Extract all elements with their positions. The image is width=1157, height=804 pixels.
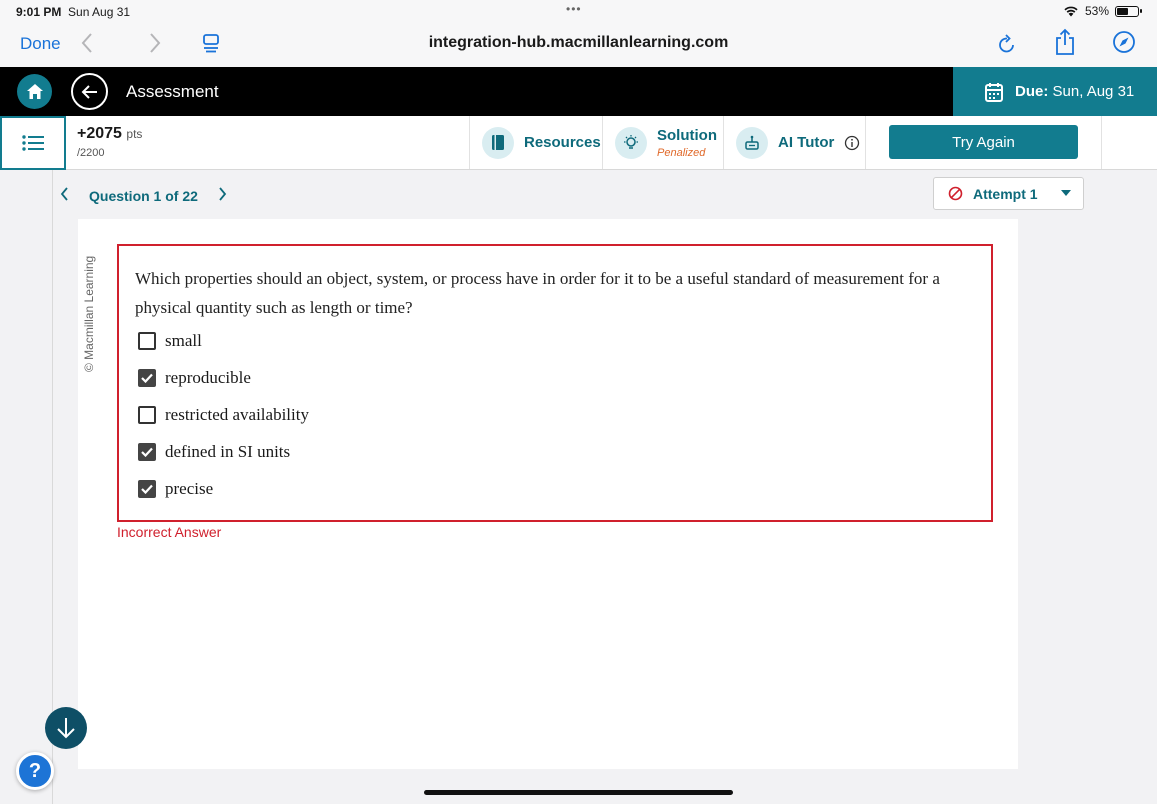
checkmark-icon <box>141 484 153 494</box>
solution-text <box>657 127 717 159</box>
checkmark-icon <box>141 373 153 383</box>
previous-question-button[interactable] <box>60 185 69 206</box>
home-button[interactable] <box>17 74 52 109</box>
reload-icon[interactable] <box>997 33 1017 60</box>
home-indicator <box>424 790 733 795</box>
solution-button[interactable] <box>602 116 723 169</box>
answer-option[interactable] <box>138 359 975 396</box>
score-unit: pts <box>126 127 143 141</box>
left-rail <box>0 170 53 804</box>
due-date-badge <box>953 67 1157 116</box>
feedback-message: Incorrect Answer <box>117 524 222 540</box>
info-icon[interactable] <box>844 135 860 151</box>
prohibited-icon <box>948 186 963 201</box>
tab-overview-icon[interactable] <box>202 33 220 58</box>
checkbox-checked[interactable] <box>138 443 156 461</box>
ai-tutor-label: AI Tutor <box>778 134 835 151</box>
checkmark-icon <box>141 447 153 457</box>
answer-option[interactable] <box>138 322 975 359</box>
question-list-button[interactable] <box>0 116 66 170</box>
question-counter[interactable]: Question 1 of 22 <box>89 187 198 204</box>
list-icon <box>22 135 44 151</box>
resources-button[interactable] <box>469 116 602 169</box>
chevron-left-icon <box>60 187 69 201</box>
toolbar-divider <box>1101 116 1102 169</box>
browser-toolbar <box>0 24 1157 67</box>
status-time: 9:01 PM Sun Aug 31 <box>16 5 131 19</box>
checkbox-checked[interactable] <box>138 480 156 498</box>
answer-option-label: restricted availability <box>165 404 309 424</box>
score-display <box>77 125 142 159</box>
page-title: Assessment <box>126 82 219 101</box>
calendar-icon <box>985 82 1003 102</box>
share-icon[interactable] <box>1054 28 1076 61</box>
score-total: /2200 <box>77 147 105 159</box>
checkbox-checked[interactable] <box>138 369 156 387</box>
answer-option[interactable] <box>138 470 975 507</box>
arrow-left-icon <box>81 84 99 100</box>
attempt-label: Attempt 1 <box>973 185 1038 202</box>
arrow-down-icon <box>56 716 76 740</box>
robot-icon <box>736 127 768 159</box>
assignment-toolbar <box>0 116 1157 170</box>
answer-option[interactable] <box>138 396 975 433</box>
help-button[interactable]: ? <box>16 752 54 790</box>
question-box <box>117 244 993 522</box>
answer-option[interactable] <box>138 433 975 470</box>
wifi-icon <box>1063 5 1079 17</box>
back-chevron-icon[interactable] <box>80 32 94 59</box>
lightbulb-icon <box>615 127 647 159</box>
score-points: +2075 <box>77 125 122 142</box>
answer-option-label: small <box>165 330 202 350</box>
battery-icon <box>1115 6 1139 17</box>
resources-label: Resources <box>524 134 601 151</box>
url-bar <box>0 34 1157 52</box>
book-icon <box>482 127 514 159</box>
ai-tutor-button[interactable] <box>723 116 865 169</box>
next-question-button[interactable] <box>218 185 227 206</box>
compass-icon[interactable] <box>1112 30 1136 59</box>
question-navigation <box>60 185 227 206</box>
back-button[interactable] <box>71 73 108 110</box>
solution-penalized-note: Penalized <box>657 146 706 159</box>
url-text[interactable]: integration-hub.macmillanlearning.com <box>428 34 729 51</box>
status-right <box>1063 4 1139 18</box>
done-button[interactable]: Done <box>20 34 61 53</box>
multitask-dots[interactable]: ••• <box>566 2 582 16</box>
chevron-right-icon <box>218 187 227 201</box>
answer-option-label: defined in SI units <box>165 441 291 461</box>
solution-label: Solution <box>657 126 717 144</box>
app-header <box>0 67 1157 116</box>
attempt-dropdown[interactable] <box>933 177 1084 210</box>
checkbox-unchecked[interactable] <box>138 406 156 424</box>
copyright-label: © Macmillan Learning <box>82 255 96 372</box>
question-text: Which properties should an object, system, or process have in order for it to be a useful standard of measurement for a physical quantity such as length or time? <box>135 269 940 317</box>
answer-option-label: precise <box>165 478 214 498</box>
checkbox-unchecked[interactable] <box>138 332 156 350</box>
caret-down-icon <box>1061 190 1071 196</box>
due-text: Due: Sun, Aug 31 <box>1015 83 1135 100</box>
scroll-down-button[interactable] <box>45 707 87 749</box>
forward-chevron-icon[interactable] <box>148 32 162 59</box>
try-again-button[interactable]: Try Again <box>889 125 1078 159</box>
home-icon <box>26 83 44 100</box>
battery-percent: 53% <box>1084 4 1109 18</box>
ios-status-bar <box>0 0 1157 24</box>
answer-option-label: reproducible <box>165 367 251 387</box>
